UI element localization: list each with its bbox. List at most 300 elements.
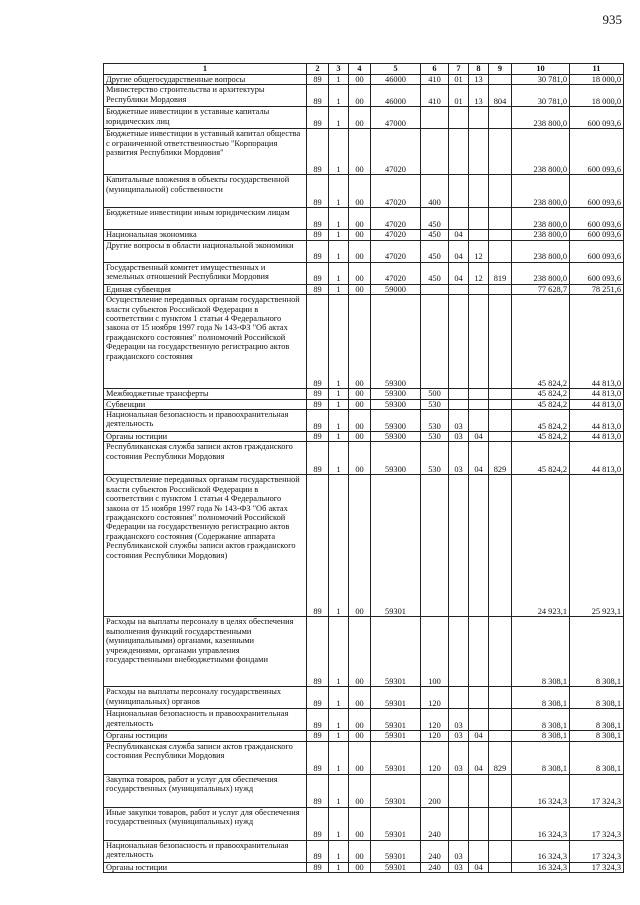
row-name-cell: Национальная безопасность и правоохранительная деятельность [104,709,307,731]
row-name-cell: Бюджетные инвестиции в уставный капитал общества с ограниченной ответственностью "Корпорация развития Республики Мордовия" [104,129,307,175]
row-value-cell-c5: 59300 [371,389,421,399]
header-cell: 9 [489,64,512,75]
row-value-cell-c2: 89 [307,432,329,442]
row-name-cell: Расходы на выплаты персоналу в целях обеспечения выполнения функций государственными (муниципальными) органами, казенными учреждениями, органами управления государственными внебюджетными фондами [104,617,307,687]
row-value-cell-c9 [489,709,512,731]
row-value-cell-c8 [469,807,489,840]
row-value-cell-c2: 89 [307,208,329,230]
row-value-cell-c2: 89 [307,107,329,129]
row-value-cell-c5: 59300 [371,442,421,475]
row-value-cell-c6 [421,475,449,617]
row-value-cell-c11: 44 813,0 [570,442,624,475]
row-value-cell-c11: 78 251,6 [570,284,624,294]
row-value-cell-c9: 804 [489,85,512,107]
table-row [104,731,624,741]
row-value-cell-c11: 600 093,6 [570,230,624,240]
row-value-cell-c6 [421,129,449,175]
table-row [104,75,624,85]
row-value-cell-c10: 238 800,0 [512,107,570,129]
row-value-cell-c3: 1 [329,741,349,774]
table-row [104,617,624,687]
row-value-cell-c7: 04 [449,240,469,262]
row-value-cell-c5: 59301 [371,475,421,617]
table-row [104,432,624,442]
row-value-cell-c9 [489,617,512,687]
row-value-cell-c11: 18 000,0 [570,85,624,107]
row-value-cell-c5: 47020 [371,175,421,208]
row-value-cell-c6: 400 [421,175,449,208]
row-value-cell-c8 [469,774,489,807]
row-value-cell-c4: 00 [349,432,371,442]
row-value-cell-c6 [421,107,449,129]
row-name-cell: Единая субвенция [104,284,307,294]
row-value-cell-c11: 600 093,6 [570,175,624,208]
row-value-cell-c10: 8 308,1 [512,709,570,731]
row-value-cell-c5: 59301 [371,807,421,840]
row-value-cell-c4: 00 [349,687,371,709]
table-row [104,85,624,107]
row-value-cell-c5: 47020 [371,129,421,175]
row-value-cell-c4: 00 [349,129,371,175]
header-cell: 11 [570,64,624,75]
row-value-cell-c6: 200 [421,774,449,807]
row-value-cell-c9 [489,432,512,442]
row-value-cell-c6: 120 [421,731,449,741]
row-value-cell-c3: 1 [329,208,349,230]
header-cell: 6 [421,64,449,75]
table-row [104,840,624,862]
row-value-cell-c8 [469,475,489,617]
row-value-cell-c11: 44 813,0 [570,432,624,442]
row-value-cell-c7: 04 [449,262,469,284]
row-value-cell-c2: 89 [307,475,329,617]
row-value-cell-c2: 89 [307,284,329,294]
row-value-cell-c6: 120 [421,741,449,774]
row-value-cell-c10: 8 308,1 [512,731,570,741]
row-value-cell-c8 [469,129,489,175]
table-row [104,175,624,208]
row-value-cell-c3: 1 [329,175,349,208]
row-value-cell-c11: 8 308,1 [570,709,624,731]
table-row [104,284,624,294]
row-value-cell-c9 [489,807,512,840]
row-value-cell-c3: 1 [329,75,349,85]
row-value-cell-c7: 03 [449,862,469,872]
row-value-cell-c5: 59300 [371,295,421,389]
row-value-cell-c2: 89 [307,129,329,175]
row-value-cell-c8 [469,617,489,687]
row-value-cell-c8 [469,284,489,294]
row-value-cell-c11: 17 324,3 [570,862,624,872]
row-value-cell-c6: 500 [421,389,449,399]
row-value-cell-c2: 89 [307,862,329,872]
row-value-cell-c4: 00 [349,262,371,284]
table-row [104,687,624,709]
row-value-cell-c6: 450 [421,208,449,230]
row-value-cell-c5: 47000 [371,107,421,129]
row-value-cell-c4: 00 [349,807,371,840]
row-value-cell-c8 [469,107,489,129]
row-value-cell-c10: 77 628,7 [512,284,570,294]
row-value-cell-c2: 89 [307,410,329,432]
row-value-cell-c8: 12 [469,262,489,284]
row-value-cell-c5: 47020 [371,230,421,240]
table-row [104,442,624,475]
row-value-cell-c4: 00 [349,389,371,399]
row-value-cell-c9 [489,475,512,617]
row-value-cell-c4: 00 [349,107,371,129]
row-value-cell-c4: 00 [349,840,371,862]
row-value-cell-c5: 59301 [371,731,421,741]
row-value-cell-c6: 240 [421,862,449,872]
row-value-cell-c8 [469,389,489,399]
row-value-cell-c8 [469,295,489,389]
row-value-cell-c7 [449,175,469,208]
row-name-cell: Республиканская служба записи актов гражданского состояния Республики Мордовия [104,442,307,475]
row-value-cell-c7: 03 [449,840,469,862]
row-value-cell-c5: 59300 [371,399,421,409]
row-value-cell-c9: 819 [489,262,512,284]
table-row [104,399,624,409]
row-value-cell-c10: 16 324,3 [512,862,570,872]
row-value-cell-c6: 450 [421,240,449,262]
row-name-cell: Министерство строительства и архитектуры Республики Мордовия [104,85,307,107]
row-value-cell-c9 [489,284,512,294]
row-value-cell-c9 [489,295,512,389]
table-row [104,208,624,230]
row-value-cell-c6: 530 [421,410,449,432]
row-value-cell-c11: 18 000,0 [570,75,624,85]
row-value-cell-c7: 03 [449,442,469,475]
row-value-cell-c9: 829 [489,442,512,475]
row-value-cell-c4: 00 [349,399,371,409]
row-value-cell-c9 [489,389,512,399]
table-row [104,807,624,840]
row-value-cell-c10: 238 800,0 [512,230,570,240]
row-name-cell: Другие вопросы в области национальной экономики [104,240,307,262]
row-value-cell-c6: 240 [421,840,449,862]
row-value-cell-c6: 530 [421,399,449,409]
row-value-cell-c2: 89 [307,389,329,399]
row-value-cell-c2: 89 [307,741,329,774]
row-value-cell-c3: 1 [329,389,349,399]
row-value-cell-c5: 47020 [371,208,421,230]
row-value-cell-c7 [449,295,469,389]
row-value-cell-c10: 238 800,0 [512,175,570,208]
row-value-cell-c3: 1 [329,807,349,840]
row-value-cell-c3: 1 [329,432,349,442]
row-value-cell-c8: 13 [469,85,489,107]
row-value-cell-c7 [449,389,469,399]
row-name-cell: Капитальные вложения в объекты государственной (муниципальной) собственности [104,175,307,208]
row-value-cell-c2: 89 [307,840,329,862]
row-value-cell-c7 [449,399,469,409]
row-value-cell-c7 [449,774,469,807]
row-value-cell-c10: 8 308,1 [512,617,570,687]
table-row [104,475,624,617]
row-value-cell-c3: 1 [329,709,349,731]
row-value-cell-c8: 04 [469,862,489,872]
header-cell: 1 [104,64,307,75]
row-value-cell-c3: 1 [329,731,349,741]
row-value-cell-c11: 600 093,6 [570,240,624,262]
row-value-cell-c11: 8 308,1 [570,741,624,774]
row-value-cell-c9 [489,107,512,129]
table-row [104,709,624,731]
row-value-cell-c4: 00 [349,442,371,475]
row-value-cell-c10: 238 800,0 [512,208,570,230]
row-value-cell-c7 [449,208,469,230]
row-value-cell-c11: 600 093,6 [570,262,624,284]
row-value-cell-c5: 46000 [371,75,421,85]
table-row [104,862,624,872]
row-value-cell-c9 [489,410,512,432]
row-value-cell-c7: 04 [449,230,469,240]
row-name-cell: Другие общегосударственные вопросы [104,75,307,85]
row-name-cell: Бюджетные инвестиции иным юридическим лицам [104,208,307,230]
row-value-cell-c7 [449,687,469,709]
row-name-cell: Государственный комитет имущественных и земельных отношений Республики Мордовия [104,262,307,284]
row-value-cell-c5: 59301 [371,774,421,807]
row-value-cell-c11: 44 813,0 [570,410,624,432]
row-value-cell-c6: 410 [421,75,449,85]
row-value-cell-c3: 1 [329,262,349,284]
row-value-cell-c5: 59301 [371,687,421,709]
row-value-cell-c8: 12 [469,240,489,262]
row-value-cell-c2: 89 [307,709,329,731]
row-value-cell-c8: 13 [469,75,489,85]
row-value-cell-c2: 89 [307,807,329,840]
row-value-cell-c11: 8 308,1 [570,687,624,709]
row-value-cell-c9 [489,840,512,862]
row-value-cell-c8 [469,687,489,709]
row-name-cell: Закупка товаров, работ и услуг для обеспечения государственных (муниципальных) нужд [104,774,307,807]
row-value-cell-c8 [469,208,489,230]
row-value-cell-c6: 100 [421,617,449,687]
row-name-cell: Расходы на выплаты персоналу государственных (муниципальных) органов [104,687,307,709]
row-value-cell-c10: 238 800,0 [512,129,570,175]
row-value-cell-c4: 00 [349,741,371,774]
row-value-cell-c4: 00 [349,617,371,687]
row-value-cell-c2: 89 [307,262,329,284]
row-value-cell-c2: 89 [307,240,329,262]
row-value-cell-c10: 238 800,0 [512,262,570,284]
row-value-cell-c8: 04 [469,731,489,741]
table-row [104,741,624,774]
row-value-cell-c11: 600 093,6 [570,129,624,175]
row-value-cell-c3: 1 [329,295,349,389]
row-value-cell-c11: 600 093,6 [570,208,624,230]
row-value-cell-c2: 89 [307,230,329,240]
header-cell: 8 [469,64,489,75]
row-value-cell-c4: 00 [349,230,371,240]
row-value-cell-c7: 03 [449,731,469,741]
row-value-cell-c4: 00 [349,175,371,208]
row-value-cell-c10: 16 324,3 [512,807,570,840]
row-value-cell-c3: 1 [329,410,349,432]
row-value-cell-c2: 89 [307,175,329,208]
row-name-cell: Субвенции [104,399,307,409]
row-value-cell-c9: 829 [489,741,512,774]
row-value-cell-c10: 30 781,0 [512,85,570,107]
row-value-cell-c7 [449,284,469,294]
row-value-cell-c6: 120 [421,687,449,709]
row-value-cell-c7 [449,107,469,129]
row-value-cell-c8 [469,175,489,208]
row-value-cell-c11: 8 308,1 [570,617,624,687]
row-value-cell-c4: 00 [349,862,371,872]
row-value-cell-c11: 44 813,0 [570,399,624,409]
row-value-cell-c4: 00 [349,731,371,741]
row-value-cell-c9 [489,208,512,230]
row-name-cell: Бюджетные инвестиции в уставные капиталы юридических лиц [104,107,307,129]
row-value-cell-c7: 01 [449,75,469,85]
row-name-cell: Осуществление переданных органам государственной власти субъектов Российской Федерации в соответствии с пунктом 1 статьи 4 Федерального закона от 15 ноября 1997 года № 143-ФЗ "Об актах гражданского состояния" полномочий Российской Федерации на государственную регистрацию актов гражданского состояния [104,295,307,389]
row-value-cell-c3: 1 [329,617,349,687]
table-row [104,230,624,240]
row-name-cell: Осуществление переданных органам государственной власти субъектов Российской Федерации в соответствии с пунктом 1 статьи 4 Федерального закона от 15 ноября 1997 года № 143-ФЗ "Об актах гражданского состояния" полномочий Российской Федерации на государственную регистрацию актов гражданского состояния (Содержание аппарата Республиканской службы записи актов гражданского состояния Республики Мордовия) [104,475,307,617]
row-value-cell-c6: 120 [421,709,449,731]
row-value-cell-c4: 00 [349,475,371,617]
header-cell: 2 [307,64,329,75]
row-value-cell-c6 [421,295,449,389]
row-value-cell-c2: 89 [307,399,329,409]
row-value-cell-c2: 89 [307,687,329,709]
row-name-cell: Органы юстиции [104,432,307,442]
row-name-cell: Национальная безопасность и правоохранительная деятельность [104,410,307,432]
row-value-cell-c8: 04 [469,741,489,774]
table-row [104,129,624,175]
row-value-cell-c5: 59301 [371,840,421,862]
row-value-cell-c4: 00 [349,284,371,294]
row-value-cell-c7: 03 [449,410,469,432]
table-row [104,389,624,399]
row-value-cell-c6: 530 [421,432,449,442]
row-name-cell: Органы юстиции [104,731,307,741]
row-value-cell-c10: 45 824,2 [512,432,570,442]
row-value-cell-c11: 25 923,1 [570,475,624,617]
row-value-cell-c9 [489,175,512,208]
row-value-cell-c6 [421,284,449,294]
row-value-cell-c7 [449,617,469,687]
row-value-cell-c4: 00 [349,208,371,230]
row-value-cell-c9 [489,687,512,709]
table-body [104,64,624,873]
row-value-cell-c11: 44 813,0 [570,389,624,399]
row-name-cell: Органы юстиции [104,862,307,872]
row-value-cell-c2: 89 [307,617,329,687]
row-value-cell-c5: 59301 [371,862,421,872]
row-value-cell-c9 [489,129,512,175]
row-value-cell-c2: 89 [307,295,329,389]
header-cell: 4 [349,64,371,75]
row-value-cell-c4: 00 [349,709,371,731]
row-value-cell-c10: 45 824,2 [512,399,570,409]
row-value-cell-c3: 1 [329,840,349,862]
row-value-cell-c3: 1 [329,774,349,807]
row-value-cell-c4: 00 [349,85,371,107]
row-value-cell-c9 [489,731,512,741]
table-row [104,262,624,284]
table-header-row [104,64,624,75]
header-cell: 10 [512,64,570,75]
row-value-cell-c2: 89 [307,442,329,475]
row-value-cell-c7 [449,807,469,840]
row-value-cell-c9 [489,399,512,409]
row-name-cell: Республиканская служба записи актов гражданского состояния Республики Мордовия [104,741,307,774]
header-cell: 5 [371,64,421,75]
row-value-cell-c8 [469,230,489,240]
row-value-cell-c8 [469,709,489,731]
table-row [104,240,624,262]
row-value-cell-c5: 46000 [371,85,421,107]
row-value-cell-c10: 45 824,2 [512,295,570,389]
row-value-cell-c8: 04 [469,442,489,475]
row-value-cell-c6: 530 [421,442,449,475]
budget-table [103,63,624,873]
row-value-cell-c3: 1 [329,687,349,709]
row-value-cell-c3: 1 [329,862,349,872]
row-value-cell-c5: 59000 [371,284,421,294]
row-value-cell-c6: 450 [421,230,449,240]
row-value-cell-c5: 59300 [371,432,421,442]
row-value-cell-c3: 1 [329,230,349,240]
row-value-cell-c8: 04 [469,432,489,442]
row-value-cell-c11: 17 324,3 [570,774,624,807]
row-value-cell-c5: 59301 [371,617,421,687]
row-value-cell-c9 [489,240,512,262]
row-value-cell-c3: 1 [329,284,349,294]
row-value-cell-c10: 8 308,1 [512,741,570,774]
row-name-cell: Межбюджетные трансферты [104,389,307,399]
row-value-cell-c5: 59301 [371,741,421,774]
row-value-cell-c5: 59300 [371,410,421,432]
row-value-cell-c7 [449,129,469,175]
row-value-cell-c10: 30 781,0 [512,75,570,85]
table-row [104,410,624,432]
row-value-cell-c11: 17 324,3 [570,807,624,840]
row-value-cell-c5: 47020 [371,262,421,284]
row-value-cell-c6: 450 [421,262,449,284]
row-value-cell-c3: 1 [329,442,349,475]
row-value-cell-c6: 240 [421,807,449,840]
row-value-cell-c6: 410 [421,85,449,107]
row-name-cell: Национальная безопасность и правоохранительная деятельность [104,840,307,862]
table-row [104,107,624,129]
row-value-cell-c4: 00 [349,75,371,85]
table-row [104,295,624,389]
row-value-cell-c2: 89 [307,75,329,85]
row-value-cell-c5: 47020 [371,240,421,262]
row-value-cell-c3: 1 [329,240,349,262]
row-value-cell-c5: 59301 [371,709,421,731]
header-cell: 3 [329,64,349,75]
row-value-cell-c4: 00 [349,295,371,389]
row-value-cell-c3: 1 [329,475,349,617]
row-value-cell-c3: 1 [329,129,349,175]
row-value-cell-c7: 03 [449,432,469,442]
row-value-cell-c3: 1 [329,107,349,129]
row-value-cell-c4: 00 [349,410,371,432]
row-value-cell-c9 [489,862,512,872]
row-value-cell-c10: 16 324,3 [512,774,570,807]
row-value-cell-c7: 03 [449,741,469,774]
row-value-cell-c9 [489,230,512,240]
row-value-cell-c10: 45 824,2 [512,389,570,399]
row-value-cell-c10: 45 824,2 [512,410,570,432]
header-cell: 7 [449,64,469,75]
row-value-cell-c10: 45 824,2 [512,442,570,475]
